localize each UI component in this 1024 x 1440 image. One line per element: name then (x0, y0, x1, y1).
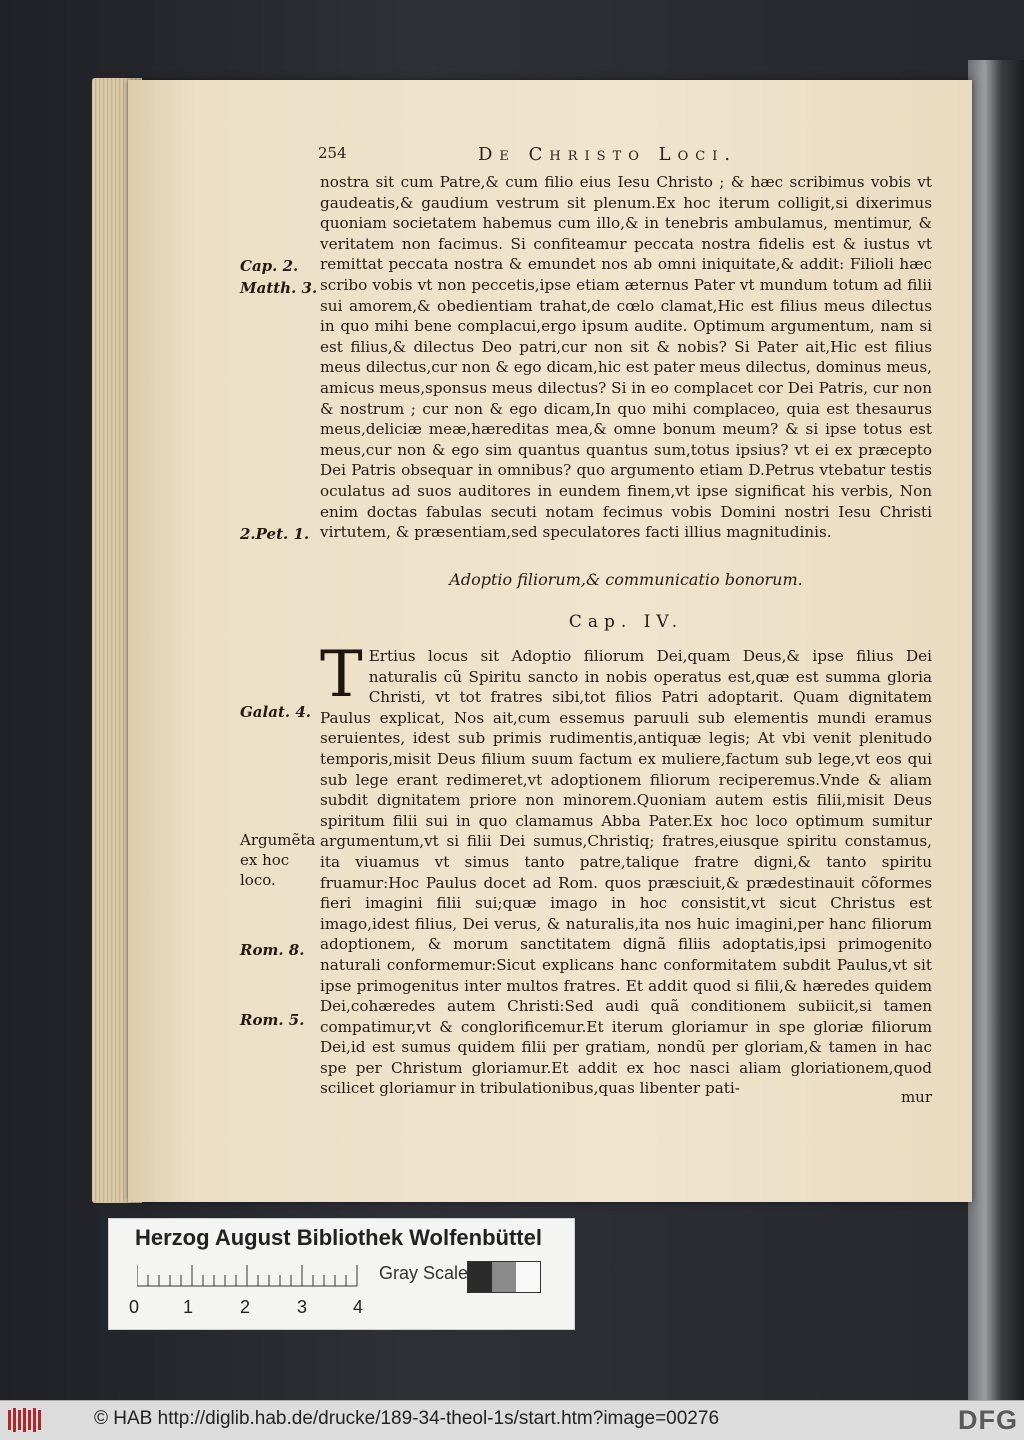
ruler-scale (137, 1265, 377, 1287)
gray-swatch-mid (492, 1262, 516, 1292)
running-head (318, 144, 918, 170)
drop-cap: T (320, 638, 363, 712)
ruler-labels (129, 1297, 389, 1319)
gray-scale-label: Gray Scale (379, 1263, 469, 1283)
margin-note-galat: Galat. 4. (240, 703, 311, 721)
ruler-label-1: 1 (183, 1297, 194, 1317)
margin-note-rom8: Rom. 8. (240, 941, 305, 959)
upper-text-block (320, 172, 932, 543)
section-title: Adoptio filiorum,& communicatio bonorum. (449, 570, 803, 589)
color-reference-card (108, 1218, 575, 1330)
gray-scale-swatches (467, 1261, 541, 1293)
catchword: mur (900, 1088, 932, 1106)
lower-paragraph: Ertius locus sit Adoptio filiorum Dei,quam Deus,& ipse filius Dei naturalis cũ Spiritu sancto in nobis operatus est,quæ est summa gloria Christi, vt tot fratres sibi,tot filios Patri adoptarit. Quam dignitatem Paulus explicat, Nos ait,cum essemus paruuli sub elementis mundi eramus seruientes, idest sub primis rudimentis,antiquæ legis; At vbi venit plenitudo temporis,misit Deus filium suum factum ex muliere,factum sub lege,vt eos qui sub lege erant redimeret,vt adoptionem filiorum reciperemus.Vnde & aliam subdit dignitatem priore non minorem.Quoniam autem estis filii,misit Deus spiritum filii sui in quo clamamus Abba Pater.Ex hoc loco optimum sumitur argumentum,vt si filii Dei sumus,Christiq; fratres,eiusque spiritu constamus, ita viuamus vt simus tanto patre,talique fratre digni,& tanto spiritu fruamur:Hoc Paulus docet ad Rom. quos præsciuit,& prædestinauit cõformes fieri imagini filii sui;quæ imago in hoc consistit,vt sicut Christus est imago,idest filius, Dei verus, & naturalis,ita nos huic imagini,per hanc filiorum adoptionem, & morum sanctitatem dignã filiis adoptatis,ipsi primogenito naturali conformemur:Sicut explicans hanc conformitatem subdit Paulus,vt sit ipse primogenitus inter multos fratres. Et addit quod si filii,& hæredes quidem Dei,cohæredes autem Christi:Sed audi quã conditionem subiicit,si tamen compatimur,vt & conglorificemur.Et iterum gloriamur in spe gloriæ filiorum Dei,id est sumus quidem filii per gratiam, nondũ per gloriam,& tamen in hac spe per Christum gloriamur.Et addit ex hoc nasci aliam gloriationem,quod scilicet gloriamur in tribulationibus,quas libenter pati- (320, 647, 932, 1098)
ruler-label-3: 3 (297, 1297, 308, 1317)
source-link[interactable]: © HAB http://diglib.hab.de/drucke/189-34-theol-1s/start.htm?image=00276 (94, 1408, 720, 1429)
gray-swatch-dark (468, 1262, 492, 1292)
margin-note-pet: 2.Pet. 1. (240, 525, 310, 543)
footer-bar (0, 1400, 1024, 1440)
card-title: Herzog August Bibliothek Wolfenbüttel (135, 1225, 542, 1250)
margin-note-argumenta: Argumẽta ex hoc loco. (240, 831, 316, 889)
margin-note-matth: Matth. 3. (240, 279, 318, 297)
ruler-label-4: 4 (353, 1297, 364, 1317)
margin-note-cap2: Cap. 2. (240, 257, 299, 275)
running-title: De Christo Loci. (478, 144, 738, 165)
margin-note-rom5: Rom. 5. (240, 1011, 305, 1029)
upper-paragraph: nostra sit cum Patre,& cum filio eius Iesu Christo ; & hæc scribimus vobis vt gaudeatis,& gaudium vestrum sit plenum.Ex hoc iterum colligit,si dixerimus quoniam societatem habemus cum illo,& in tenebris ambulamus, mentimur, & veritatem non facimus. Si confiteamur peccata nostra fidelis est & iustus vt remittat peccata nostra & emundet nos ab omni iniquitate,& addit: Filioli hæc scribo vobis vt non peccetis,ipse etiam æternus Pater vt mundum totum ad filii sui amorem,& obedientiam trahat,de cœlo clamat,Hic est filius meus dilectus in quo mihi bene complacui,ergo ipsum audite. Optimum argumentum, nam si est filius,& dilectus Deo patri,cur non sit & nobis? Si Pater ait,Hic est filius meus dilectus,cur non & ego dicam,hic est pater meus dilectus, dominus meus, amicus meus,sponsus meus dilectus? Si in eo complacet cor Dei Patris, cur non & nostrum ; cur non & ego dicam,In quo mihi complaceo, quia est thesaurus meus,deliciæ meæ,hæreditas mea,& omne bonum meum? & si ipse totus est meus,cur non & ego sim quantus quantus sum,totus ipsius? vt ei ex præcepto Dei Patris obsequar in omnibus? quo argumento etiam D.Petrus vtebatur testis oculatus ad suos auditores in eundem finem,vt ipse significat his verbis, Non enim doctas fabulas secuti notam fecimus vobis Domini nostri Iesu Christi virtutem, & præsentiam,sed speculatores facti illius magnitudinis. (320, 173, 932, 542)
ruler-label-2: 2 (240, 1297, 251, 1317)
dfg-logo: DFG (958, 1405, 1018, 1435)
gray-swatch-light (516, 1262, 540, 1292)
ruler-label-0: 0 (129, 1297, 140, 1317)
page-number: 254 (318, 144, 347, 162)
lower-text-block (320, 638, 932, 1099)
book-spine (968, 60, 1024, 1400)
hab-logo-icon (6, 1406, 46, 1434)
chapter-heading: Cap. IV. (568, 612, 684, 632)
